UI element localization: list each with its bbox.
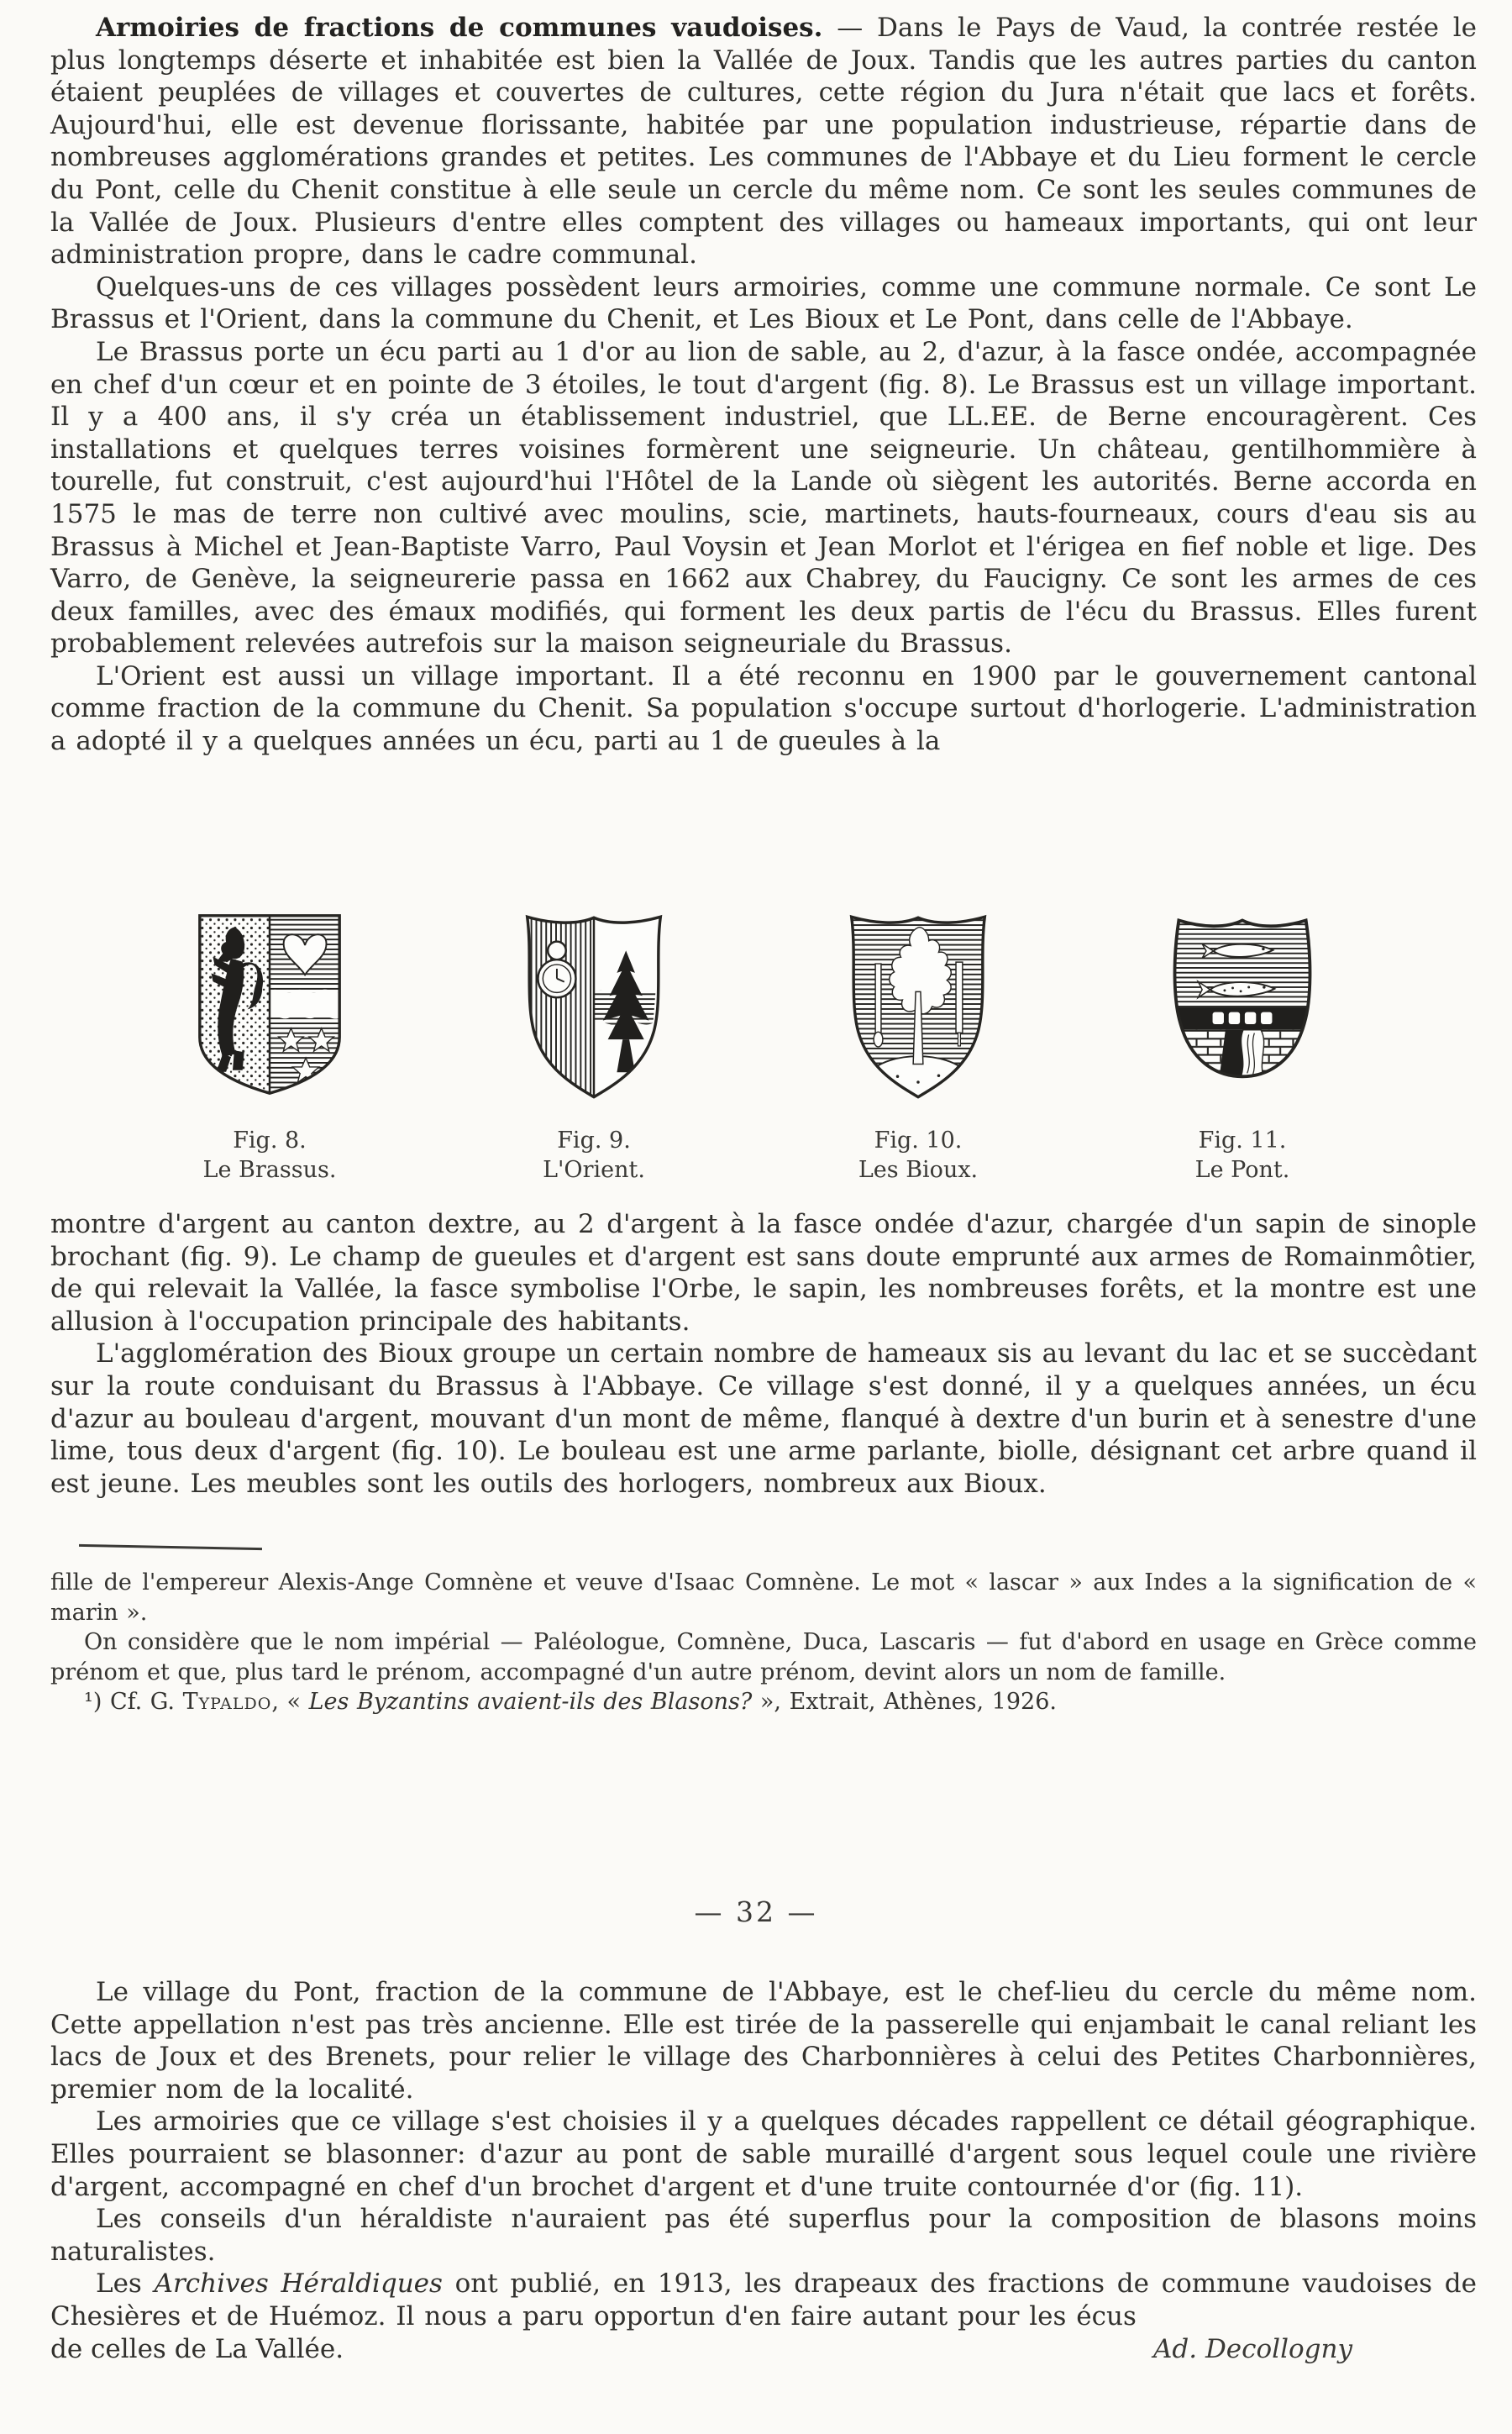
figure-8-name: Le Brassus. — [202, 1157, 337, 1183]
paragraph-armoiries-pont: Les armoiries que ce village s'est choisies il y a quelques décades rappellent ce détail géographique. Elles pourraient se blasonner: d'azur au pont de sable muraillé d'argent sous lequel coule une rivière d'argent, accompagné en chef d'un brochet d'argent et d'une truite contournée d'or (fig. 11). — [50, 2106, 1477, 2202]
closing-line — [50, 2333, 1477, 2366]
archives-rest: ont publié, en 1913, les drapeaux des fractions de commune vaudoises de Chesières et de Huémoz. Il nous a paru opportun d'en faire autant pour les écus — [50, 2268, 1477, 2331]
archives-prefix: Les — [96, 2268, 155, 2300]
paragraph-l-orient: L'Orient est aussi un village important. Il a été reconnu en 1900 par le gouvernement cantonal comme fraction de la commune du Chenit. Sa population s'occupe surtout d'horlogerie. L'administration a adopté il y a quelques années un écu, parti au 1 de gueules à la — [50, 660, 1477, 757]
paragraph-archives — [50, 2268, 1477, 2332]
footnotes-section — [50, 1568, 1477, 1717]
footnote-divider — [79, 1544, 262, 1550]
paragraph-le-pont: Le village du Pont, fraction de la commune de l'Abbaye, est le chef-lieu du cercle du même nom. Cette appellation n'est pas très ancienne. Elle est tirée de la passerelle qui enjambait le canal reliant les lacs de Joux et des Brenets, pour relier le village des Charbonnières à celui des Petites Charbonnières, premier nom de la localité. — [50, 1977, 1477, 2105]
footnote-imperial-name: On considère que le nom impérial — Paléologue, Comnène, Duca, Lascaris — fut d'abord en usage en Grèce comme prénom et que, plus tard le prénom, accompagné d'un autre prénom, devint alors un nom de famille. — [50, 1629, 1477, 1685]
closing-text: de celles de La Vallée. — [50, 2333, 344, 2364]
paragraph-les-bioux: L'agglomération des Bioux groupe un certain nombre de hameaux sis au levant du lac et se succèdant sur la route conduisant du Brassus à l'Abbaye. Ce village s'est donné, il y a quelques années, un écu d'azur au bouleau d'argent, mouvant d'un mont de même, flanqué à dextre d'un burin et à senestre d'une lime, tous deux d'argent (fig. 10). Le bouleau est une arme parlante, biolle, désignant cet arbre quand il est jeune. Les meubles sont les outils des horlogers, nombreux aux Bioux. — [50, 1338, 1477, 1499]
paragraph-le-brassus: Le Brassus porte un écu parti au 1 d'or au lion de sable, au 2, d'azur, à la fasce ondée, accompagnée en chef d'un cœur et en pointe de 3 étoiles, le tout d'argent (fig. 8). Le Brassus est un village important. Il y a 400 ans, il s'y créa un établissement industriel, que LL.EE. de Berne encouragèrent. Ces installations et quelques terres voisines formèrent une seigneurie. Un château, gentilhommière à tourelle, fut construit, c'est aujourd'hui l'Hôtel de la Lande où siègent les autorités. Berne accorda en 1575 le mas de terre non cultivé avec moulins, scie, martinets, hauts-fourneaux, cours d'eau sis au Brassus à Michel et Jean-Baptiste Varro, Paul Voysin et Jean Morlot et l'érigea en fief noble et lige. Des Varro, de Genève, la seigneurerie passa en 1662 aux Chabrey, du Faucigny. Ce sont les armes de ces deux familles, avec des émaux modifiés, qui forment les deux partis de l'écu du Brassus. Elles furent probablement relevées autrefois sur la maison seigneuriale du Brassus. — [50, 336, 1477, 660]
figure-11 — [1080, 909, 1404, 1185]
lead-paragraph-text: Dans le Pays de Vaud, la contrée restée le plus longtemps déserte et inhabitée est bien la Vallée de Joux. Tandis que les autres parties du canton étaient peuplées de villages et couvertes de cultures, cette région du Jura n'était que lacs et forêts. Aujourd'hui, elle est devenue florissante, habitée par une population industrieuse, répartie dans de nombreuses agglomérations grandes et petites. Les communes de l'Abbaye et du Lieu forment le cercle du Pont, celle du Chenit constitue à elle seule un cercle du même nom. Ce sont les seules communes de la Vallée de Joux. Plusieurs d'entre elles comptent des villages ou hameaux importants, qui ont leur administration propre, dans le cadre communal. — [50, 13, 1477, 271]
footnote-ref-title: Les Byzantins avaient-ils des Blasons? — [308, 1689, 753, 1715]
figure-11-label: Fig. 11. — [1198, 1128, 1287, 1154]
figures-row — [108, 909, 1404, 1185]
les-bioux-shield-icon — [840, 909, 996, 1102]
heading-separator: — — [822, 13, 878, 43]
figure-10 — [756, 909, 1080, 1185]
figure-11-name: Le Pont. — [1194, 1157, 1290, 1183]
le-brassus-shield-icon — [192, 909, 348, 1100]
figure-9-name: L'Orient. — [543, 1157, 645, 1183]
author-signature: Ad. Decollogny — [1153, 2333, 1352, 2364]
figure-9-image — [516, 909, 672, 1106]
figure-9 — [432, 909, 756, 1185]
footnote-ref-suffix: », Extrait, Athènes, 1926. — [752, 1689, 1057, 1715]
footnote-continuation: fille de l'empereur Alexis-Ange Comnène et veuve d'Isaac Comnène. Le mot « lascar » aux Indes a la signification de « marin ». — [50, 1569, 1477, 1626]
figure-8-image — [192, 909, 348, 1106]
paragraph-heraldiste: Les conseils d'un héraldiste n'auraient pas été superflus pour la composition de blasons moins naturalistes. — [50, 2204, 1477, 2267]
figure-8-caption — [203, 1126, 337, 1185]
le-pont-shield-icon — [1166, 909, 1319, 1083]
article-mid-section — [50, 1208, 1477, 1500]
archives-title: Archives Héraldiques — [154, 2268, 443, 2300]
figure-11-image — [1166, 909, 1319, 1106]
paragraph-montre-continuation: montre d'argent au canton dextre, au 2 d'argent à la fasce ondée d'azur, chargée d'un sapin de sinople brochant (fig. 9). Le champ de gueules et d'argent est sans doute emprunté aux armes de Romainmôtier, de qui relevait la Vallée, la fasce symbolise l'Orbe, le sapin, les nombreuses forêts, et la montre est une allusion à l'occupation principale des habitants. — [50, 1209, 1477, 1337]
article-lead-paragraph — [50, 12, 1477, 271]
footnote-ref-prefix: ¹) Cf. G. — [84, 1689, 183, 1715]
article-top-section — [50, 12, 1477, 758]
paragraph-villages: Quelques-uns de ces villages possèdent leurs armoiries, comme une commune normale. Ce sont Le Brassus et l'Orient, dans la commune du Chenit, et Les Bioux et Le Pont, dans celle de l'Abbaye. — [50, 271, 1477, 335]
page-number: — 32 — — [694, 1895, 818, 1928]
figure-10-image — [840, 909, 996, 1106]
figure-10-label: Fig. 10. — [874, 1128, 963, 1154]
figure-10-caption — [858, 1126, 978, 1185]
footnote-reference — [50, 1687, 1477, 1717]
footnote-ref-mid: , « — [271, 1689, 309, 1715]
figure-10-name: Les Bioux. — [858, 1157, 979, 1183]
l-orient-shield-icon — [516, 909, 672, 1102]
figure-11-caption — [1195, 1126, 1290, 1185]
page-32-section — [50, 1976, 1477, 2365]
figure-9-label: Fig. 9. — [557, 1128, 631, 1154]
figure-8-label: Fig. 8. — [233, 1128, 307, 1154]
article-heading: Armoiries de fractions de communes vaudoises. — [96, 13, 823, 43]
figure-9-caption — [543, 1126, 645, 1185]
figure-8 — [108, 909, 432, 1185]
footnote-ref-author: Typaldo — [182, 1689, 272, 1715]
